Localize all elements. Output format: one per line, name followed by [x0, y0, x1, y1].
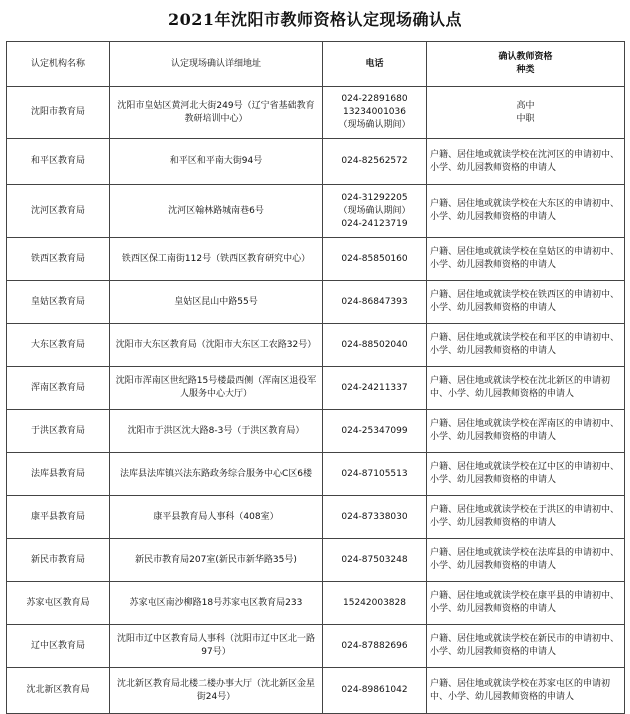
table-row	[7, 582, 625, 625]
cell-phone	[323, 496, 427, 539]
table-row	[7, 539, 625, 582]
cell-org: 新民市教育局	[7, 539, 110, 582]
table-row	[7, 238, 625, 281]
cell-phone	[323, 539, 427, 582]
cell-org: 于洪区教育局	[7, 410, 110, 453]
cell-type	[427, 496, 625, 539]
type-line: 户籍、居住地或就读学校在沈北新区的申请初中、小学、幼儿园教师资格的申请人	[430, 376, 611, 399]
cell-phone	[323, 367, 427, 410]
type-line: 户籍、居住地或就读学校在苏家屯区的申请初中、小学、幼儿园教师资格的申请人	[430, 678, 611, 702]
cell-type	[427, 139, 625, 185]
confirmation-sites-table	[6, 41, 625, 714]
type-line: 户籍、居住地或就读学校在于洪区的申请初中、小学、幼儿园教师资格的申请人	[430, 505, 620, 528]
phone-line: （现场确认期间）	[338, 205, 411, 216]
type-line: 户籍、居住地或就读学校在皇姑区的申请初中、小学、幼儿园教师资格的申请人	[430, 247, 620, 270]
type-line: 户籍、居住地或就读学校在铁西区的申请初中、小学、幼儿园教师资格的申请人	[430, 290, 620, 313]
table-row	[7, 625, 625, 668]
type-line: 户籍、居住地或就读学校在浑南区的申请初中、小学、幼儿园教师资格的申请人	[430, 419, 620, 442]
cell-address: 沈阳市大东区教育局（沈阳市大东区工农路32号）	[110, 324, 323, 367]
cell-phone	[323, 238, 427, 281]
cell-org: 沈阳市教育局	[7, 87, 110, 139]
type-line: 户籍、居住地或就读学校在辽中区的申请初中、小学、幼儿园教师资格的申请人	[430, 462, 620, 485]
header-type	[427, 42, 625, 87]
table-row	[7, 367, 625, 410]
cell-phone	[323, 453, 427, 496]
cell-address: 苏家屯区南沙柳路18号苏家屯区教育局233	[110, 582, 323, 625]
cell-address: 新民市教育局207室(新民市新华路35号)	[110, 539, 323, 582]
table-row	[7, 410, 625, 453]
cell-org: 沈北新区教育局	[7, 668, 110, 714]
phone-line: 024-87882696	[341, 640, 408, 651]
phone-line: 024-24211337	[341, 382, 408, 393]
type-line: 高中	[516, 100, 535, 111]
cell-address: 和平区和平南大街94号	[110, 139, 323, 185]
cell-address: 铁西区保工南街112号（铁西区教育研究中心）	[110, 238, 323, 281]
phone-line: 024-87105513	[341, 468, 408, 479]
cell-address: 沈河区翰林路城南巷6号	[110, 185, 323, 238]
cell-address: 沈北新区教育局北楼二楼办事大厅（沈北新区金星街24号）	[110, 668, 323, 714]
cell-org: 和平区教育局	[7, 139, 110, 185]
type-line: 户籍、居住地或就读学校在和平区的申请初中、小学、幼儿园教师资格的申请人	[430, 333, 620, 356]
cell-type	[427, 367, 625, 410]
cell-org: 苏家屯区教育局	[7, 582, 110, 625]
cell-type	[427, 324, 625, 367]
cell-type	[427, 238, 625, 281]
cell-phone	[323, 668, 427, 714]
cell-address: 沈阳市辽中区教育局人事科（沈阳市辽中区北一路97号）	[110, 625, 323, 668]
header-type-line: 种类	[516, 65, 535, 75]
phone-line: 024-87503248	[341, 554, 408, 565]
cell-org: 法库县教育局	[7, 453, 110, 496]
table-row	[7, 453, 625, 496]
cell-phone	[323, 87, 427, 139]
type-line: 中职	[516, 113, 535, 124]
cell-phone	[323, 324, 427, 367]
phone-line: 024-31292205	[341, 192, 408, 203]
phone-line: （现场确认期间）	[338, 120, 411, 130]
phone-line: 024-24123719	[341, 218, 408, 229]
phone-line: 13234001036	[343, 107, 406, 117]
cell-org: 辽中区教育局	[7, 625, 110, 668]
cell-address: 法库县法库镇兴法东路政务综合服务中心C区6楼	[110, 453, 323, 496]
cell-phone	[323, 625, 427, 668]
cell-type	[427, 87, 625, 139]
table-row	[7, 87, 625, 139]
cell-type	[427, 185, 625, 238]
table-row	[7, 324, 625, 367]
cell-type	[427, 410, 625, 453]
header-phone: 电话	[323, 42, 427, 87]
page-title: 2021年沈阳市教师资格认定现场确认点	[167, 10, 463, 29]
cell-phone	[323, 410, 427, 453]
header-address: 认定现场确认详细地址	[110, 42, 323, 87]
table-row	[7, 668, 625, 714]
header-type-line: 确认教师资格	[498, 52, 553, 62]
cell-address: 沈阳市皇姑区黄河北大街249号（辽宁省基础教育教研培训中心）	[110, 87, 323, 139]
table-row	[7, 139, 625, 185]
cell-org: 铁西区教育局	[7, 238, 110, 281]
type-line: 户籍、居住地或就读学校在新民市的申请初中、小学、幼儿园教师资格的申请人	[430, 634, 620, 657]
phone-line: 024-89861042	[341, 685, 408, 695]
cell-org: 浑南区教育局	[7, 367, 110, 410]
table-header-row	[7, 42, 625, 87]
cell-type	[427, 281, 625, 324]
table-row	[7, 496, 625, 539]
header-org: 认定机构名称	[7, 42, 110, 87]
table-row	[7, 185, 625, 238]
type-line: 户籍、居住地或就读学校在大东区的申请初中、小学、幼儿园教师资格的申请人	[430, 199, 620, 222]
cell-type	[427, 625, 625, 668]
cell-type	[427, 453, 625, 496]
phone-line: 024-88502040	[341, 339, 408, 350]
cell-address: 康平县教育局人事科（408室）	[110, 496, 323, 539]
type-line: 户籍、居住地或就读学校在沈河区的申请初中、小学、幼儿园教师资格的申请人	[430, 149, 620, 173]
cell-phone	[323, 582, 427, 625]
cell-org: 皇姑区教育局	[7, 281, 110, 324]
cell-phone	[323, 139, 427, 185]
phone-line: 024-22891680	[341, 94, 408, 104]
cell-address: 皇姑区昆山中路55号	[110, 281, 323, 324]
cell-address: 沈阳市于洪区沈大路8-3号（于洪区教育局）	[110, 410, 323, 453]
phone-line: 024-82562572	[341, 156, 408, 166]
phone-line: 024-87338030	[341, 511, 408, 522]
cell-type	[427, 539, 625, 582]
cell-type	[427, 582, 625, 625]
cell-phone	[323, 185, 427, 238]
phone-line: 024-25347099	[341, 425, 408, 436]
cell-type	[427, 668, 625, 714]
phone-line: 024-85850160	[341, 253, 408, 264]
cell-org: 康平县教育局	[7, 496, 110, 539]
phone-line: 15242003828	[343, 597, 406, 608]
cell-org: 大东区教育局	[7, 324, 110, 367]
cell-org: 沈河区教育局	[7, 185, 110, 238]
cell-address: 沈阳市浑南区世纪路15号楼最西侧（浑南区退役军人服务中心大厅）	[110, 367, 323, 410]
type-line: 户籍、居住地或就读学校在康平县的申请初中、小学、幼儿园教师资格的申请人	[430, 591, 620, 614]
phone-line: 024-86847393	[341, 296, 408, 307]
cell-phone	[323, 281, 427, 324]
table-row	[7, 281, 625, 324]
type-line: 户籍、居住地或就读学校在法库县的申请初中、小学、幼儿园教师资格的申请人	[430, 548, 620, 571]
